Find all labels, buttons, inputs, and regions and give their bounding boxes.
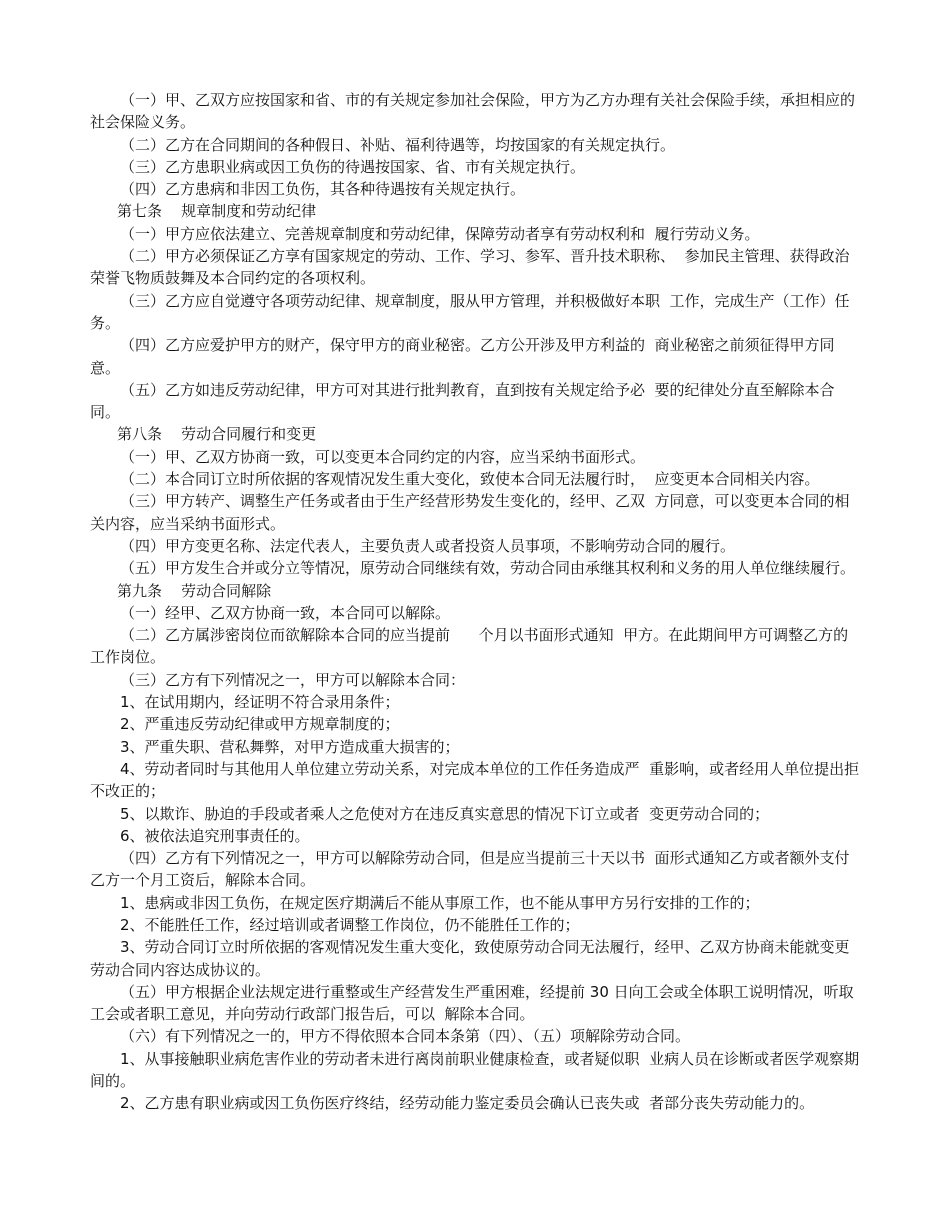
list-item: 3、严重失职、营私舞弊，对甲方造成重大损害的；	[120, 737, 460, 756]
list-item: 1、患病或非因工负伤，在规定医疗期满后不能从事原工作，也不能从事甲方另行安排的工作的；	[120, 893, 760, 912]
paragraph: （二）乙方在合同期间的各种假日、补贴、福利待遇等，均按国家的有关规定执行。	[120, 135, 676, 154]
article-heading: 第九条 劳动合同解除	[117, 581, 272, 600]
paragraph: （一）经甲、乙双方协商一致，本合同可以解除。	[120, 603, 451, 622]
list-item: 2、严重违反劳动纪律或甲方规章制度的；	[120, 715, 400, 734]
list-item: 4、劳动者同时与其他用人单位建立劳动关系，对完成本单位的工作任务造成严 重影响，或者经用人单位提出拒不改正的；	[90, 759, 860, 801]
paragraph: （二）本合同订立时所依据的客观情况发生重大变化，致使本合同无法履行时， 应变更本合同相关内容。	[120, 470, 820, 489]
list-item: 2、不能胜任工作，经过培训或者调整工作岗位，仍不能胜任工作的；	[120, 915, 580, 934]
list-item: 5、以欺诈、胁迫的手段或者乘人之危使对方在违反真实意思的情况下订立或者 变更劳动合同的；	[120, 804, 770, 823]
paragraph: （三）甲方转产、调整生产任务或者由于生产经营形势发生变化的，经甲、乙双 方同意，可以变更本合同的相关内容，应当采纳书面形式。	[90, 492, 850, 533]
paragraph: （三）乙方患职业病或因工负伤的待遇按国家、省、市有关规定执行。	[120, 157, 586, 176]
paragraph: （一）甲方应依法建立、完善规章制度和劳动纪律，保障劳动者享有劳动权利和 履行劳动义务。	[120, 224, 760, 243]
list-item: 3、劳动合同订立时所依据的客观情况发生重大变化，致使原劳动合同无法履行，经甲、乙双方协商未能就变更劳动合同内容达成协议的。	[90, 938, 850, 979]
document-body	[90, 89, 862, 1115]
list-item: 1、从事接触职业病危害作业的劳动者未进行离岗前职业健康检查，或者疑似职 业病人员在诊断或者医学观察期间的。	[90, 1049, 860, 1091]
list-item: 2、乙方患有职业病或因工负伤医疗终结，经劳动能力鉴定委员会确认已丧失或 者部分丧失劳动能力的。	[120, 1094, 815, 1113]
list-item: 1、在试用期内，经证明不符合录用条件；	[120, 693, 400, 712]
list-item: 6、被依法追究刑事责任的。	[120, 826, 310, 845]
paragraph: （五）甲方根据企业法规定进行重整或生产经营发生严重困难，经提前 30 日向工会或全体职工说明情况，听取工会或者职工意见，并向劳动行政部门报告后，可以 解除本合同。	[90, 982, 854, 1024]
article-heading: 第七条 规章制度和劳动纪律	[117, 202, 317, 221]
paragraph: （五）甲方发生合并或分立等情况，原劳动合同继续有效，劳动合同由承继其权利和义务的用人单位继续履行。	[120, 559, 856, 578]
paragraph: （一）甲、乙双方协商一致，可以变更本合同约定的内容，应当采纳书面形式。	[120, 447, 646, 466]
paragraph: （四）乙方有下列情况之一，甲方可以解除劳动合同，但是应当提前三十天以书 面形式通知乙方或者额外支付乙方一个月工资后，解除本合同。	[90, 849, 850, 890]
paragraph: （三）乙方应自觉遵守各项劳动纪律、规章制度，服从甲方管理，并积极做好本职 工作，完成生产（工作）任务。	[90, 291, 850, 332]
paragraph: （三）乙方有下列情况之一，甲方可以解除本合同：	[120, 670, 466, 689]
paragraph: （二）甲方必须保证乙方享有国家规定的劳动、工作、学习、参军、晋升技术职称、 参加民主管理、获得政治荣誉飞物质鼓舞及本合同约定的各项权利。	[90, 247, 850, 288]
paragraph: （四）乙方应爱护甲方的财产，保守甲方的商业秘密。乙方公开涉及甲方利益的 商业秘密之前须征得甲方同意。	[90, 336, 835, 377]
paragraph: （四）乙方患病和非因工负伤，其各种待遇按有关规定执行。	[120, 180, 526, 199]
paragraph: （六）有下列情况之一的，甲方不得依照本合同本条第（四）、（五）项解除劳动合同。	[120, 1027, 691, 1046]
paragraph: （一）甲、乙双方应按国家和省、市的有关规定参加社会保险，甲方为乙方办理有关社会保险手续，承担相应的社会保险义务。	[90, 91, 856, 132]
paragraph: （二）乙方属涉密岗位而欲解除本合同的应当提前 个月以书面形式通知 甲方。在此期间甲方可调整乙方的工作岗位。	[90, 626, 849, 667]
article-heading: 第八条 劳动合同履行和变更	[117, 425, 317, 444]
paragraph: （五）乙方如违反劳动纪律，甲方可对其进行批判教育，直到按有关规定给予必 要的纪律处分直至解除本合同。	[90, 380, 835, 422]
paragraph: （四）甲方变更名称、法定代表人，主要负责人或者投资人员事项，不影响劳动合同的履行。	[120, 536, 736, 555]
